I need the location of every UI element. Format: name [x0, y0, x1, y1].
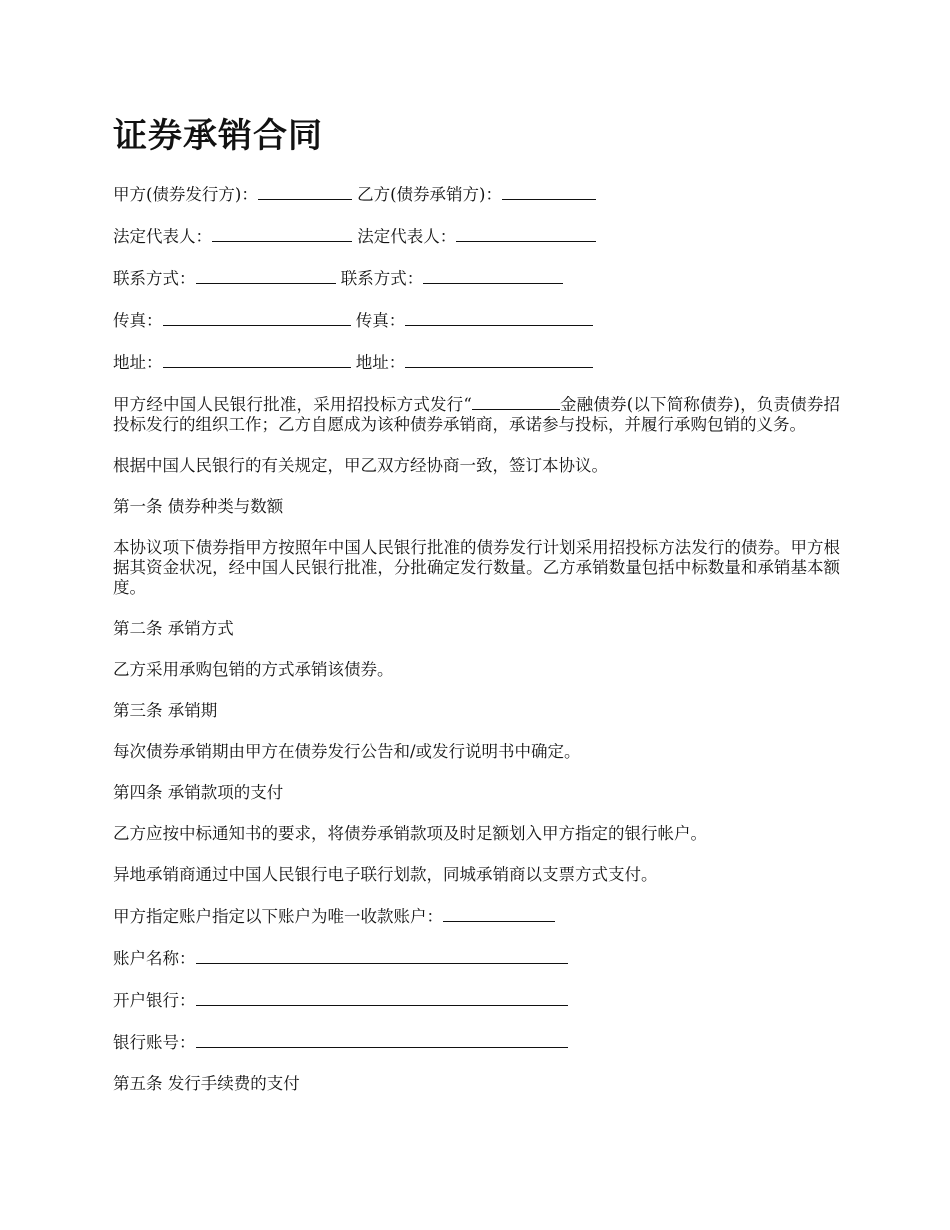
parties-row — [113, 184, 840, 205]
account-name-label: 账户名称： — [113, 949, 196, 968]
article-3-body: 每次债券承销期由甲方在债券发行公告和/或发行说明书中确定。 — [113, 742, 581, 761]
account-number-label: 银行账号： — [113, 1033, 196, 1052]
address-row — [113, 352, 840, 373]
article-2-heading: 第二条 承销方式 — [113, 619, 234, 638]
contact-b-blank — [423, 268, 563, 284]
fax-b-blank — [405, 310, 593, 326]
contact-a-blank — [196, 268, 336, 284]
preamble-paragraph — [113, 394, 840, 435]
account-number-row — [113, 1032, 840, 1053]
party-b-blank — [502, 184, 596, 200]
bond-name-blank — [472, 394, 560, 410]
article-1-body: 本协议项下债券指甲方按照年中国人民银行批准的债券发行计划采用招投标方法发行的债券。甲方根据其资金状况，经中国人民银行批准，分批确定发行数量。乙方承销数量包括中标数量和承销基本额度。 — [113, 538, 840, 597]
page-title: 证券承销合同 — [113, 116, 323, 156]
article-1-heading: 第一条 债券种类与数额 — [113, 497, 284, 516]
rep-b-label: 法定代表人： — [357, 227, 457, 246]
rep-a-label: 法定代表人： — [113, 227, 212, 246]
article-4-heading: 第四条 承销款项的支付 — [113, 783, 284, 802]
article-5-heading: 第五条 发行手续费的支付 — [113, 1074, 300, 1093]
fax-b-label: 传真： — [355, 311, 406, 330]
article-3-heading: 第三条 承销期 — [113, 701, 218, 720]
account-number-blank — [196, 1032, 568, 1048]
address-a-label: 地址： — [113, 353, 163, 372]
article-2-body: 乙方采用承购包销的方式承销该债券。 — [113, 660, 394, 679]
party-a-blank — [258, 184, 352, 200]
article-4-body-2: 异地承销商通过中国人民银行电子联行划款，同城承销商以支票方式支付。 — [113, 865, 658, 884]
contact-b-label: 联系方式： — [340, 269, 424, 288]
representatives-row — [113, 226, 840, 247]
account-name-row — [113, 948, 840, 969]
address-b-label: 地址： — [355, 353, 406, 372]
rep-b-blank — [456, 226, 596, 242]
preamble-text-b: 金融债券(以下简称债券)，负责债券招投标发行的组织工作；乙方自愿成为该种债券承销商，承诺参与投标，并履行承购包销的义务。 — [113, 395, 841, 434]
account-intro-row — [113, 906, 840, 927]
account-name-blank — [196, 948, 568, 964]
bank-row — [113, 990, 840, 1011]
agreement-paragraph: 根据中国人民银行的有关规定，甲乙双方经协商一致，签订本协议。 — [113, 456, 608, 475]
preamble-text-a: 甲方经中国人民银行批准，采用招投标方式发行“ — [113, 395, 472, 414]
party-b-label: 乙方(债券承销方)： — [357, 185, 502, 204]
contact-row — [113, 268, 840, 289]
bank-blank — [196, 990, 568, 1006]
address-a-blank — [163, 352, 351, 368]
article-4-body-1: 乙方应按中标通知书的要求，将债券承销款项及时足额划入甲方指定的银行帐户。 — [113, 824, 707, 843]
contact-a-label: 联系方式： — [113, 269, 196, 288]
fax-a-label: 传真： — [113, 311, 163, 330]
fax-a-blank — [163, 310, 351, 326]
rep-a-blank — [212, 226, 352, 242]
fax-row — [113, 310, 840, 331]
account-intro-label: 甲方指定账户指定以下账户为唯一收款账户： — [113, 907, 443, 926]
party-a-label: 甲方(债券发行方)： — [113, 185, 258, 204]
bank-label: 开户银行： — [113, 991, 196, 1010]
account-intro-blank — [443, 906, 555, 922]
address-b-blank — [405, 352, 593, 368]
